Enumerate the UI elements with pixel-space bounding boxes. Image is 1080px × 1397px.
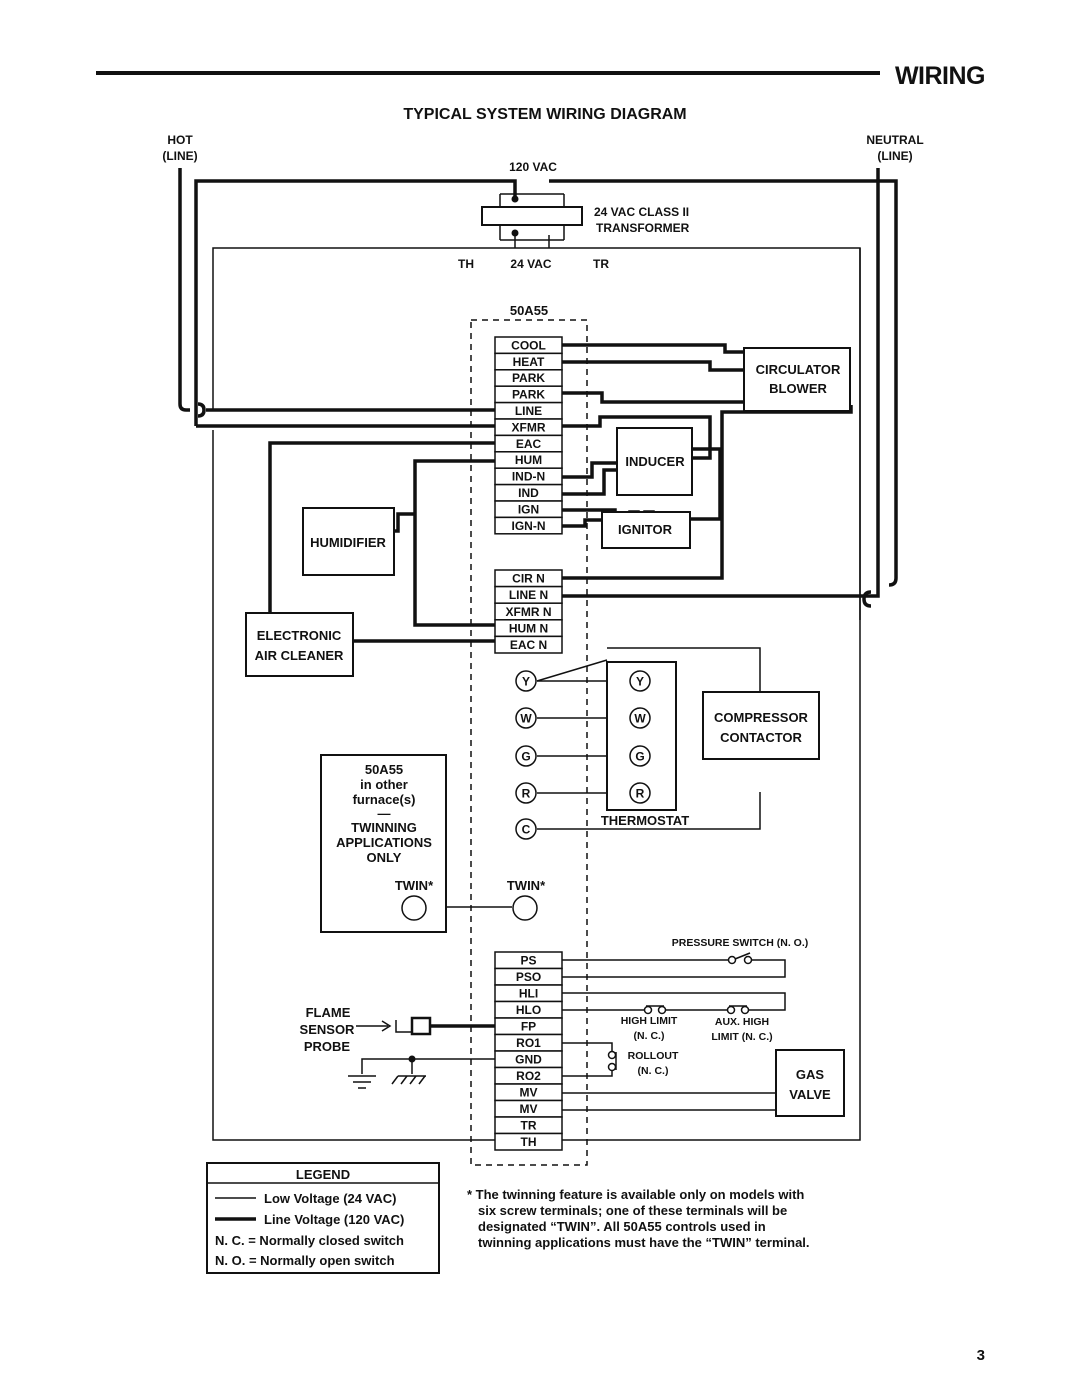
rollout-label-2: (N. C.) — [637, 1065, 669, 1077]
terminal-neutral-label-cir-n-0: CIR N — [512, 571, 545, 586]
terminal-strip-neutral — [495, 570, 562, 653]
legend-nc: N. C. = Normally closed switch — [215, 1233, 404, 1248]
twin-line-3: furnace(s) — [352, 792, 416, 807]
aux-high-label-1: AUX. HIGH — [714, 1016, 770, 1028]
humidifier — [303, 508, 394, 575]
blower-label: BLOWER — [769, 381, 827, 396]
section-title: WIRING — [894, 62, 985, 90]
air-cleaner-label-1: ELECTRONIC — [256, 628, 342, 643]
twinning-box — [321, 755, 446, 932]
thermostat-label: THERMOSTAT — [600, 813, 690, 828]
terminal-top-label-ind-9: IND — [518, 486, 539, 500]
high-limit-label-2: (N. C.) — [633, 1030, 665, 1042]
flame-sensor-probe — [412, 1018, 430, 1034]
sensor-label: SENSOR — [299, 1022, 355, 1037]
thermostat-terminal-label-y: Y — [635, 674, 645, 689]
terminal-neutral-label-xfmr-n-2: XFMR N — [505, 604, 552, 619]
terminal-top-label-park-2: PARK — [511, 371, 546, 386]
flame-sensor-labels — [300, 1005, 356, 1054]
rollout-contact-a — [609, 1052, 616, 1059]
tr-label: TR — [593, 257, 609, 271]
screw-terminal-label-g: G — [521, 749, 531, 764]
footnote-line-3: designated “TWIN”. All 50A55 controls used in — [478, 1219, 766, 1234]
pressure-switch-contact-b — [745, 957, 752, 964]
legend-no: N. O. = Normally open switch — [215, 1253, 395, 1268]
terminal-bottom-label-hli-2: HLI — [518, 986, 539, 1001]
terminal-top-label-heat-1: HEAT — [512, 354, 545, 369]
twin-line-1: 50A55 — [364, 762, 404, 777]
aux-high-label-2: LIMIT (N. C.) — [711, 1031, 773, 1043]
twin-box-terminal-label: TWIN* — [394, 878, 434, 893]
transformer-label-1: 24 VAC CLASS II — [594, 205, 690, 219]
ground-junction — [409, 1056, 416, 1063]
screw-terminal-label-w: W — [520, 711, 532, 726]
page-header — [96, 62, 985, 123]
rollout-contact-b — [609, 1064, 616, 1071]
hot-label: HOT — [167, 133, 193, 147]
th-label: TH — [458, 257, 474, 271]
screw-terminal-label-r: R — [521, 786, 531, 801]
rollout-label-1: ROLLOUT — [627, 1050, 679, 1062]
high-limit-label-1: HIGH LIMIT — [620, 1015, 678, 1027]
control-model-label: 50A55 — [509, 303, 549, 318]
twin-line-4: — — [377, 806, 391, 821]
neutral-line-label: (LINE) — [877, 149, 913, 163]
footnote-line-1: * The twinning feature is available only on models with — [467, 1187, 805, 1202]
terminal-top-label-eac-6: EAC — [515, 436, 542, 451]
twin-box-terminal — [402, 896, 426, 920]
gas-valve — [776, 1050, 844, 1116]
thermostat-terminal-label-r: R — [635, 786, 645, 801]
supply-labels — [162, 133, 923, 271]
aux-high-contact-b — [742, 1007, 749, 1014]
terminal-strip-top — [495, 337, 562, 534]
terminal-top-label-hum-7: HUM — [514, 453, 543, 468]
high-limit-contact-a — [645, 1007, 652, 1014]
twin-line-6: APPLICATIONS — [336, 835, 432, 850]
switch-symbols — [409, 953, 752, 1071]
legend-low-voltage: Low Voltage (24 VAC) — [264, 1191, 397, 1206]
page-number: 3 — [976, 1347, 985, 1364]
ignitor-label: IGNITOR — [618, 522, 672, 537]
inducer — [617, 428, 692, 495]
neutral-label: NEUTRAL — [866, 133, 924, 147]
legend-line-voltage: Line Voltage (120 VAC) — [264, 1212, 405, 1227]
terminal-bottom-label-ro2-7: RO2 — [516, 1069, 541, 1083]
control-twin-label: TWIN* — [506, 878, 546, 893]
terminal-neutral-label-eac-n-4: EAC N — [509, 638, 548, 652]
high-limit-contact-b — [659, 1007, 666, 1014]
electronic-air-cleaner — [246, 613, 353, 676]
terminal-strip-bottom — [495, 952, 562, 1150]
terminal-top-label-park-3: PARK — [511, 387, 546, 402]
flame-label: FLAME — [305, 1005, 351, 1020]
secondary-voltage-label: 24 VAC — [510, 257, 552, 271]
twin-line-5: TWINNING — [351, 820, 417, 835]
aux-high-contact-a — [728, 1007, 735, 1014]
screw-terminal-block — [507, 671, 546, 920]
terminal-bottom-label-mv-9: MV — [519, 1102, 538, 1116]
terminal-top-label-ign-n-11: IGN-N — [511, 518, 546, 533]
inducer-label: INDUCER — [625, 454, 685, 469]
terminal-bottom-label-tr-10: TR — [520, 1118, 537, 1133]
circulator-label: CIRCULATOR — [755, 362, 841, 377]
contactor-label: CONTACTOR — [720, 730, 802, 745]
hot-line-label: (LINE) — [162, 149, 198, 163]
legend — [207, 1163, 439, 1273]
control-twin-terminal — [513, 896, 537, 920]
legend-title: LEGEND — [295, 1167, 351, 1182]
terminal-bottom-label-mv-8: MV — [519, 1085, 538, 1100]
terminal-neutral-label-line-n-1: LINE N — [508, 588, 549, 603]
pressure-switch-contact-a — [729, 957, 736, 964]
valve-label: VALVE — [789, 1087, 831, 1102]
terminal-bottom-label-gnd-6: GND — [515, 1052, 542, 1067]
screw-terminal-label-c: C — [521, 822, 531, 837]
terminal-top-label-ind-n-8: IND-N — [511, 469, 546, 484]
twin-line-2: in other — [360, 777, 408, 792]
terminal-bottom-label-fp-4: FP — [520, 1019, 537, 1034]
transformer — [482, 194, 582, 240]
footnote-line-2: six screw terminals; one of these terminals will be — [478, 1203, 788, 1218]
air-cleaner-label-2: AIR CLEANER — [254, 648, 344, 663]
diagram-title: TYPICAL SYSTEM WIRING DIAGRAM — [403, 106, 687, 123]
terminal-bottom-label-th-11: TH — [520, 1135, 537, 1149]
primary-voltage-label: 120 VAC — [509, 160, 557, 174]
compressor-contactor — [703, 692, 819, 759]
gas-label: GAS — [795, 1067, 825, 1082]
terminal-top-label-xfmr-5: XFMR — [511, 420, 546, 435]
circulator-blower — [744, 348, 850, 411]
terminal-bottom-label-pso-1: PSO — [515, 970, 542, 984]
footnote — [467, 1187, 810, 1250]
terminal-bottom-label-ps-0: PS — [520, 953, 537, 968]
terminal-bottom-label-hlo-3: HLO — [515, 1003, 542, 1017]
thermostat-terminal-label-g: G — [635, 749, 645, 764]
ignitor — [602, 512, 690, 548]
thermostat-terminal-label-w: W — [634, 711, 646, 726]
screw-terminal-label-y: Y — [521, 674, 531, 689]
twin-line-7: ONLY — [366, 850, 402, 865]
footnote-line-4: twinning applications must have the “TWIN” terminal. — [478, 1235, 810, 1250]
terminal-top-label-cool-0: COOL — [511, 338, 546, 353]
compressor-label: COMPRESSOR — [714, 710, 808, 725]
terminal-bottom-label-ro1-5: RO1 — [516, 1036, 541, 1050]
probe-label: PROBE — [303, 1039, 351, 1054]
pressure-switch-label: PRESSURE SWITCH (N. O.) — [671, 937, 809, 949]
terminal-top-label-line-4: LINE — [514, 404, 543, 418]
terminal-neutral-label-hum-n-3: HUM N — [508, 621, 549, 636]
humidifier-label: HUMIDIFIER — [310, 535, 386, 550]
terminal-top-label-ign-10: IGN — [517, 502, 540, 517]
thermostat — [601, 662, 689, 828]
transformer-label-2: TRANSFORMER — [596, 221, 690, 235]
